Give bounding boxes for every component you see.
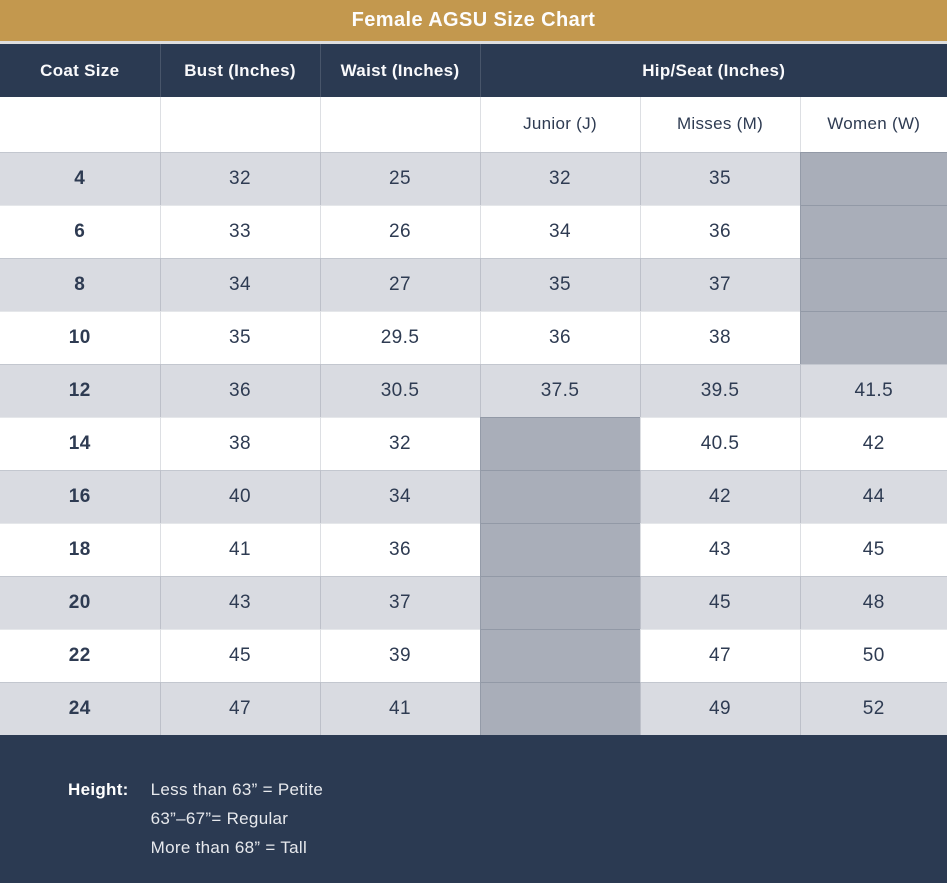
hip-misses-cell: 45 [640, 576, 800, 629]
waist-cell: 36 [320, 523, 480, 576]
hip-misses-cell: 40.5 [640, 417, 800, 470]
bust-cell: 35 [160, 311, 320, 364]
hip-misses-cell: 43 [640, 523, 800, 576]
coat-size-cell: 16 [0, 470, 160, 523]
bust-cell: 43 [160, 576, 320, 629]
bust-cell: 36 [160, 364, 320, 417]
hip-junior-cell: 37.5 [480, 364, 640, 417]
hip-junior-cell: 35 [480, 258, 640, 311]
height-legend [0, 735, 947, 883]
page-title: Female AGSU Size Chart [351, 9, 596, 31]
hip-misses-cell: 47 [640, 629, 800, 682]
hip-women-cell [800, 205, 947, 258]
hip-misses-cell: 42 [640, 470, 800, 523]
waist-cell: 29.5 [320, 311, 480, 364]
hip-women-cell [800, 311, 947, 364]
hip-junior-cell [480, 523, 640, 576]
hip-women-cell: 50 [800, 629, 947, 682]
column-header-hip-seat: Hip/Seat (Inches) [480, 44, 947, 97]
waist-cell: 25 [320, 152, 480, 205]
bust-cell: 32 [160, 152, 320, 205]
sub-header-empty-coat [0, 97, 160, 152]
table-row [0, 258, 947, 311]
hip-misses-cell: 36 [640, 205, 800, 258]
bust-cell: 40 [160, 470, 320, 523]
hip-junior-cell [480, 576, 640, 629]
coat-size-cell: 10 [0, 311, 160, 364]
hip-junior-cell: 36 [480, 311, 640, 364]
waist-cell: 27 [320, 258, 480, 311]
table-row [0, 152, 947, 205]
hip-women-cell: 41.5 [800, 364, 947, 417]
coat-size-cell: 22 [0, 629, 160, 682]
hip-junior-cell [480, 629, 640, 682]
column-header-coat-size: Coat Size [0, 44, 160, 97]
size-chart-body [0, 152, 947, 735]
size-chart-table [0, 44, 947, 735]
table-row [0, 364, 947, 417]
waist-cell: 32 [320, 417, 480, 470]
height-rules [151, 775, 323, 862]
hip-women-cell: 42 [800, 417, 947, 470]
table-row [0, 417, 947, 470]
bust-cell: 38 [160, 417, 320, 470]
height-rule: Less than 63” = Petite [150, 780, 324, 799]
hip-misses-cell: 39.5 [640, 364, 800, 417]
table-row [0, 629, 947, 682]
title-bar [0, 0, 947, 41]
column-header-bust: Bust (Inches) [160, 44, 320, 97]
hip-women-cell [800, 152, 947, 205]
bust-cell: 34 [160, 258, 320, 311]
hip-junior-cell: 34 [480, 205, 640, 258]
hip-junior-cell [480, 417, 640, 470]
height-rule: 63”–67”= Regular [150, 809, 289, 828]
waist-cell: 39 [320, 629, 480, 682]
coat-size-cell: 4 [0, 152, 160, 205]
header-row [0, 44, 947, 97]
coat-size-cell: 6 [0, 205, 160, 258]
waist-cell: 37 [320, 576, 480, 629]
waist-cell: 34 [320, 470, 480, 523]
table-row [0, 311, 947, 364]
table-row [0, 576, 947, 629]
hip-junior-cell [480, 682, 640, 735]
hip-women-cell: 44 [800, 470, 947, 523]
height-label: Height: [68, 780, 129, 799]
waist-cell: 26 [320, 205, 480, 258]
table-row [0, 205, 947, 258]
bust-cell: 41 [160, 523, 320, 576]
table-row [0, 523, 947, 576]
hip-junior-cell [480, 470, 640, 523]
sub-header-misses: Misses (M) [640, 97, 800, 152]
sub-header-empty-waist [320, 97, 480, 152]
coat-size-cell: 8 [0, 258, 160, 311]
coat-size-cell: 14 [0, 417, 160, 470]
hip-misses-cell: 38 [640, 311, 800, 364]
sub-header-junior: Junior (J) [480, 97, 640, 152]
waist-cell: 30.5 [320, 364, 480, 417]
sub-header-empty-bust [160, 97, 320, 152]
hip-women-cell: 45 [800, 523, 947, 576]
table-row [0, 470, 947, 523]
hip-women-cell: 48 [800, 576, 947, 629]
hip-misses-cell: 35 [640, 152, 800, 205]
hip-women-cell: 52 [800, 682, 947, 735]
table-row [0, 682, 947, 735]
waist-cell: 41 [320, 682, 480, 735]
column-header-waist: Waist (Inches) [320, 44, 480, 97]
hip-misses-cell: 49 [640, 682, 800, 735]
height-rule: More than 68” = Tall [150, 838, 308, 857]
coat-size-cell: 24 [0, 682, 160, 735]
bust-cell: 33 [160, 205, 320, 258]
coat-size-cell: 12 [0, 364, 160, 417]
bust-cell: 45 [160, 629, 320, 682]
sub-header-women: Women (W) [800, 97, 947, 152]
sub-header-row [0, 97, 947, 152]
hip-junior-cell: 32 [480, 152, 640, 205]
hip-women-cell [800, 258, 947, 311]
hip-misses-cell: 37 [640, 258, 800, 311]
bust-cell: 47 [160, 682, 320, 735]
coat-size-cell: 20 [0, 576, 160, 629]
coat-size-cell: 18 [0, 523, 160, 576]
